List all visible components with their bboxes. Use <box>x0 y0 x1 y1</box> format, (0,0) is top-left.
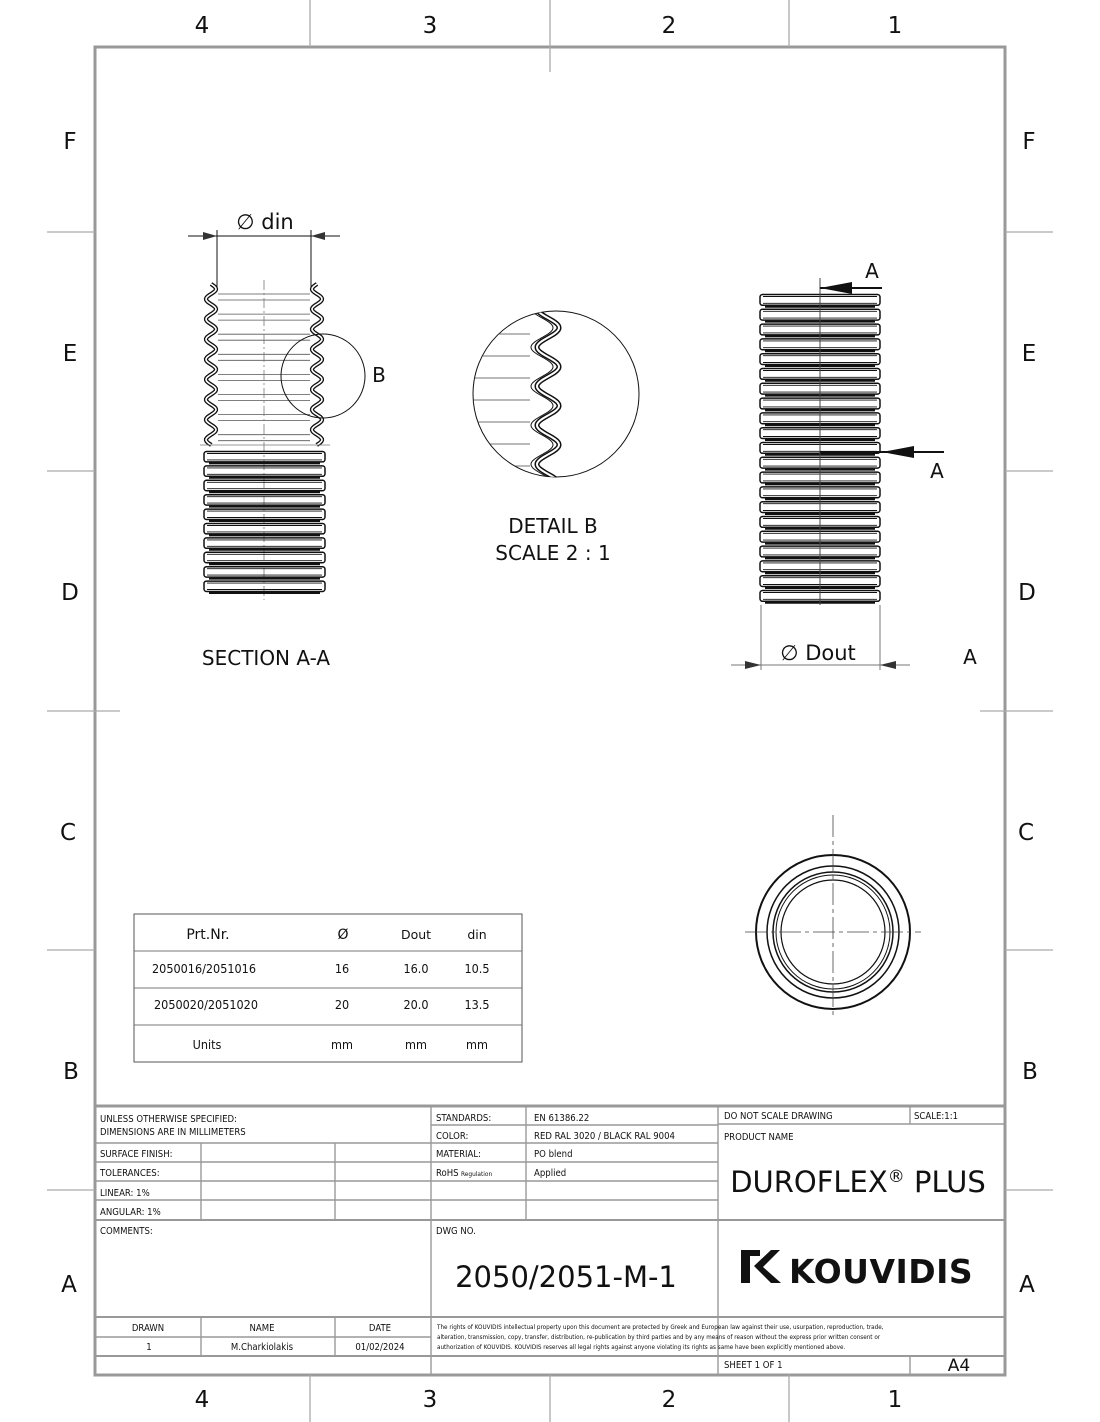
din-dimension-label: ∅ din <box>236 210 294 234</box>
table-cell: 16.0 <box>403 961 429 976</box>
surface-finish-label: SURFACE FINISH: <box>100 1149 173 1160</box>
zone-row-e-right: E <box>1021 341 1037 367</box>
table-cell: 16 <box>334 961 350 976</box>
dimensions-note: DIMENSIONS ARE IN MILLIMETERS <box>100 1127 246 1138</box>
rights-notice-line-3: authorization of KOUVIDIS. KOUVIDIS reserves all legal rights against anyone violating its rights as same have been explicitly mentioned above. <box>437 1344 846 1351</box>
rohs-sub-label: Regulation <box>461 1170 493 1178</box>
zone-col-4-top: 4 <box>194 13 210 39</box>
rohs-label: RoHS <box>436 1168 459 1179</box>
drafter-name: M.Charkiolakis <box>230 1342 294 1353</box>
detail-b-marker: B <box>372 363 386 387</box>
paper-size: A4 <box>947 1356 971 1376</box>
view-a-marker: A <box>963 645 977 669</box>
zone-col-4-bottom: 4 <box>194 1387 210 1413</box>
table-cell: mm <box>466 1037 488 1052</box>
table-cell: 20.0 <box>403 997 429 1012</box>
zone-row-e-left: E <box>62 341 78 367</box>
title-block-text <box>99 1111 986 1376</box>
end-view <box>745 815 921 1015</box>
scale-value: SCALE:1:1 <box>914 1111 959 1122</box>
zone-row-c-right: C <box>1017 820 1035 846</box>
table-cell: 2050020/2051020 <box>154 997 258 1012</box>
comments-label: COMMENTS: <box>100 1226 153 1237</box>
product-name-label: PRODUCT NAME <box>724 1132 794 1143</box>
zone-col-2-top: 2 <box>661 13 677 39</box>
dout-dimension-label: ∅ Dout <box>780 641 856 665</box>
drawing-date: 01/02/2024 <box>355 1342 405 1353</box>
table-cell: 2050016/2051016 <box>152 961 256 976</box>
table-cell: mm <box>331 1037 353 1052</box>
zone-row-f-right: F <box>1022 129 1036 155</box>
color-label: COLOR: <box>436 1131 469 1142</box>
do-not-scale-note: DO NOT SCALE DRAWING <box>724 1111 833 1122</box>
zone-col-2-bottom: 2 <box>661 1387 677 1413</box>
unless-specified-text: UNLESS OTHERWISE SPECIFIED: <box>100 1114 237 1125</box>
zone-col-1-bottom: 1 <box>887 1387 903 1413</box>
rohs-value: Applied <box>534 1168 567 1179</box>
detail-b-view <box>460 300 639 565</box>
date-label: DATE <box>368 1323 392 1334</box>
zone-col-3-top: 3 <box>422 13 438 39</box>
material-value: PO blend <box>534 1149 573 1160</box>
parts-header-diameter: Ø <box>337 927 349 943</box>
table-cell: 20 <box>334 997 350 1012</box>
zone-row-f-left: F <box>63 129 77 155</box>
parts-header-din: din <box>467 927 487 942</box>
zone-grid <box>47 0 1053 1422</box>
zone-row-b-left: B <box>63 1059 79 1085</box>
sheet-number: SHEET 1 OF 1 <box>724 1360 783 1371</box>
color-value: RED RAL 3020 / BLACK RAL 9004 <box>534 1131 675 1142</box>
table-cell: 10.5 <box>464 961 490 976</box>
parts-header-dout: Dout <box>400 927 432 942</box>
zone-row-a-left: A <box>61 1272 77 1298</box>
product-name: DUROFLEX® PLUS <box>730 1165 986 1199</box>
dwg-no-label: DWG NO. <box>436 1226 476 1237</box>
rights-notice-line-1: The rights of KOUVIDIS intellectual property upon this document are protected by Greek and European law against their use, usurpation, reproduction, trade, <box>437 1324 884 1331</box>
standards-value: EN 61386.22 <box>534 1113 590 1124</box>
logo-wordmark: KOUVIDIS <box>789 1252 974 1291</box>
zone-row-c-left: C <box>59 820 77 846</box>
detail-b-label: DETAIL B <box>508 514 598 538</box>
parts-table <box>134 914 522 1062</box>
drawn-label: DRAWN <box>131 1323 165 1334</box>
zone-row-d-right: D <box>1018 580 1036 606</box>
angular-tolerance: ANGULAR: 1% <box>100 1207 161 1218</box>
kouvidis-logo <box>741 1250 973 1291</box>
zone-col-1-top: 1 <box>887 13 903 39</box>
name-label: NAME <box>249 1323 275 1334</box>
rights-notice-line-2: alteration, transmission, copy, transfer, distribution, re-publication by third parties and by any means of reason without the express prior written consent or <box>437 1334 881 1341</box>
section-a-a-view <box>188 210 386 670</box>
exterior-view <box>731 259 977 670</box>
parts-header-prt-nr: Prt.Nr. <box>186 927 230 943</box>
zone-row-d-left: D <box>61 580 79 606</box>
standards-label: STANDARDS: <box>436 1113 492 1124</box>
linear-tolerance: LINEAR: 1% <box>100 1188 150 1199</box>
zone-row-a-right: A <box>1019 1272 1035 1298</box>
drawing-number: 2050/2051-M-1 <box>455 1260 677 1294</box>
detail-b-scale-label: SCALE 2 : 1 <box>495 541 611 565</box>
table-cell: 13.5 <box>464 997 490 1012</box>
tolerances-label: TOLERANCES: <box>100 1168 160 1179</box>
cut-marker-bottom: A <box>930 459 944 483</box>
material-label: MATERIAL: <box>436 1149 482 1160</box>
drawn-value: 1 <box>146 1342 152 1353</box>
section-a-a-label: SECTION A-A <box>201 646 331 670</box>
table-cell: Units <box>192 1037 222 1052</box>
zone-row-b-right: B <box>1022 1059 1038 1085</box>
zone-col-3-bottom: 3 <box>422 1387 438 1413</box>
cut-marker-top: A <box>865 259 879 283</box>
table-cell: mm <box>405 1037 427 1052</box>
